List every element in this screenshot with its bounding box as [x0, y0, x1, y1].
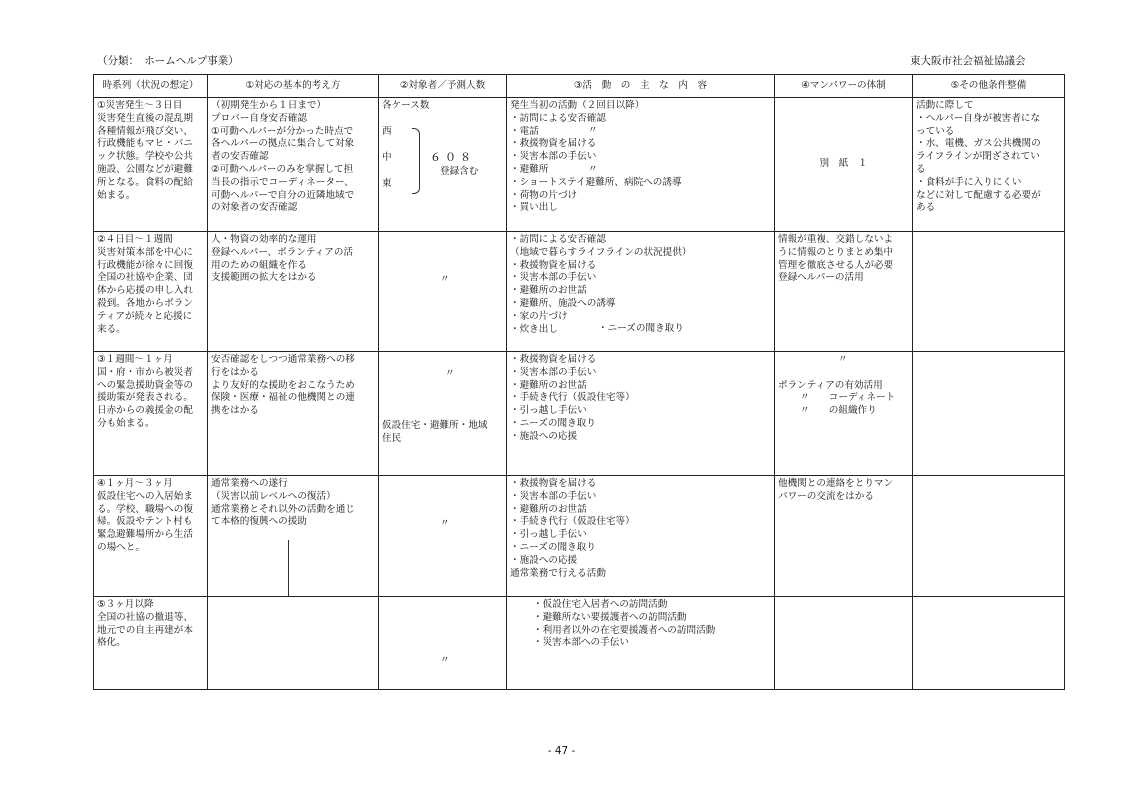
period-line: 援助策が発表される。 [97, 392, 193, 404]
column-header-activities: ③活 動 の 主 な 内 容 [507, 75, 775, 98]
activity-line: ・利用者以外の在宅要援護者への訪問活動 [533, 624, 716, 636]
manpower-line: うに情報のとりまとめ集中 [778, 246, 894, 258]
approach-cell [208, 476, 379, 597]
period-line: 地元での自主再建が本 [97, 624, 193, 636]
activity-line: ・災害本部の手伝い [510, 490, 597, 502]
manpower-line: 別 紙 １ [819, 158, 868, 170]
manpower-line: ボランティアの有効活用 [778, 379, 883, 391]
approach-line: （初期発生から１日まで） [211, 100, 327, 111]
period-line: ①災害発生～３日目 [97, 100, 183, 111]
period-line: 仮設住宅への入居始ま [97, 490, 193, 502]
activity-line: ・訪問による安否確認 [510, 112, 606, 124]
approach-line: 人・物資の効率的な運用 [211, 234, 317, 245]
disaster-response-table [93, 74, 1065, 690]
activity-line: ・引っ越し手伝い [510, 405, 587, 417]
activity-line: ・避難所、施設への誘導 [510, 297, 616, 309]
period-line: 緊急避難場所から生活 [97, 529, 193, 541]
manpower-cell [775, 476, 913, 597]
activities-cell [507, 98, 775, 232]
activity-line: ・避難所 [510, 163, 549, 175]
other-cell [913, 98, 1065, 232]
activity-line: 通常業務で行える活動 [510, 567, 606, 579]
activity-line: （地域で暮らすライフラインの状況提供） [510, 246, 692, 258]
activity-line: ・電話 [510, 125, 539, 137]
period-cell [94, 98, 208, 232]
target-cell [379, 476, 507, 597]
table-row [94, 352, 1065, 476]
other-cell [913, 597, 1065, 690]
period-line: ②４日目～１週間 [97, 234, 173, 245]
period-line: 帰。仮設やテント村も [97, 516, 193, 528]
classification-label: （分類： ホームヘルプ事業） [97, 55, 239, 67]
period-line: の場へと。 [97, 541, 145, 553]
case-count-note: 登録含む [440, 166, 479, 177]
activity-line: ・引っ越し手伝い [510, 529, 587, 541]
period-cell [94, 232, 208, 352]
approach-line: 当長の指示でコーディネーター、 [211, 176, 354, 188]
other-line: っている [916, 125, 955, 137]
approach-line: プロパー自身安否確認 [211, 112, 307, 124]
activity-line: ・家の片づけ [510, 310, 568, 322]
period-line: への緊急援助資金等の [97, 379, 193, 391]
approach-line: 用のための組織を作る [211, 259, 307, 271]
target-line: 住民 [382, 433, 402, 444]
period-line: 災害対策本部を中心に [97, 246, 193, 258]
activity-line: ・救援物資を届ける [510, 138, 597, 150]
approach-cell [208, 98, 379, 232]
ditto-mark: 〃 [588, 164, 598, 175]
period-line: 各種情報が飛び交い、 [97, 125, 193, 137]
ditto-mark: 〃 [440, 518, 450, 529]
activity-line: ・災害本部の手伝い [510, 151, 597, 163]
other-line: などに対して配慮する必要が [916, 189, 1041, 201]
activity-line: ・ショートステイ避難所、病院への誘導 [510, 176, 682, 188]
manpower-cell [775, 352, 913, 476]
period-line: 全国の社協や企業、団 [97, 272, 193, 284]
period-line: 所となる。食料の配給 [97, 176, 193, 188]
table-row [94, 232, 1065, 352]
ditto-mark: 〃 [838, 354, 848, 365]
period-line: 来る。 [97, 323, 126, 335]
approach-line: （災害以前レベルへの復活） [211, 490, 336, 502]
activity-line: ・避難所のお世話 [510, 503, 587, 515]
activity-line: ・救援物資を届ける [510, 478, 597, 489]
column-header-approach: ①対応の基本的考え方 [208, 75, 379, 98]
other-line: る [916, 163, 926, 175]
period-cell [94, 476, 208, 597]
other-line: ライフラインが閉ざされてい [916, 151, 1040, 163]
period-cell [94, 352, 208, 476]
ditto-mark: 〃 [445, 368, 455, 379]
approach-line: 通常業務とそれ以外の活動を通じ [211, 503, 355, 515]
activity-line: ・ニーズの聞き取り [598, 323, 684, 334]
period-line: る。学校、職場への復 [97, 503, 193, 515]
period-line: 施設、公園などが避難 [97, 163, 193, 175]
other-cell [913, 352, 1065, 476]
activity-line: ・訪問による安否確認 [510, 234, 606, 245]
activity-line: ・救援物資を届ける [510, 354, 597, 365]
period-line: 行政機能が徐々に回復 [97, 259, 193, 271]
period-line: 国・府・市から被災者 [97, 366, 193, 378]
approach-line: 通常業務への遂行 [211, 478, 288, 489]
manpower-line: 〃 コーディネート [800, 392, 896, 404]
activity-line: ・施設への応援 [510, 430, 578, 442]
activity-line: ・災害本部の手伝い [510, 366, 597, 378]
area-central: 中 [382, 152, 392, 163]
continuation-arrow [288, 540, 289, 597]
activity-line: ・買い出し [510, 202, 558, 214]
other-line: ・ヘルパー自身が被害者にな [916, 112, 1041, 124]
manpower-line: 〃 の組織作り [800, 405, 877, 417]
activity-line: 発生当初の活動（２回目以降） [510, 100, 645, 111]
period-line: ⑤３ヶ月以降 [97, 599, 154, 610]
activity-line: ・荷物の片づけ [510, 189, 578, 201]
target-cell [379, 597, 507, 690]
brace-bracket [412, 128, 420, 194]
activity-line: ・炊き出し [510, 323, 558, 335]
approach-cell [208, 232, 379, 352]
page-number: - 47 - [547, 745, 576, 757]
activity-line: ・施設への応援 [510, 554, 578, 566]
activity-line: ・ニーズの聞き取り [510, 541, 596, 553]
period-line: 行政機能もマヒ・パニ [97, 138, 193, 150]
table-header-row [94, 75, 1065, 98]
approach-line: の対象者の安否確認 [211, 202, 298, 214]
other-line: ある [916, 202, 936, 214]
activity-line: ・災害本部の手伝い [510, 272, 597, 284]
table-row [94, 476, 1065, 597]
period-line: 格化。 [97, 637, 126, 649]
approach-line: ①可動ヘルパーが分かった時点で [211, 125, 354, 137]
table-row [94, 98, 1065, 232]
period-line: 全国の社協の撤退等、 [97, 611, 193, 623]
activity-line: ・ニーズの聞き取り [510, 417, 596, 429]
activity-line: ・手続き代行（仮設住宅等） [510, 516, 635, 528]
manpower-line: 登録ヘルパーの活用 [778, 272, 864, 284]
period-line: ティアが続々と応援に [97, 310, 193, 322]
approach-line: 携をはかる [211, 405, 259, 417]
target-cell [379, 232, 507, 352]
other-cell [913, 476, 1065, 597]
activity-line: ・避難所のお世話 [510, 285, 587, 297]
period-line: 始まる。 [97, 189, 136, 201]
approach-line: ②可動ヘルパーのみを掌握して担 [211, 163, 354, 175]
period-line: ④１ヶ月～３ヶ月 [97, 478, 173, 489]
ditto-mark: 〃 [440, 274, 450, 285]
approach-line: 行をはかる [211, 366, 259, 378]
activity-line: ・避難所のお世話 [510, 379, 587, 391]
activities-cell [507, 597, 775, 690]
organization-name: 東大阪市社会福祉協議会 [910, 55, 1026, 67]
approach-line: 支援範囲の拡大をはかる [211, 272, 317, 284]
other-line: ・食料が手に入りにくい [916, 176, 1022, 188]
target-title: 各ケース数 [382, 100, 430, 111]
area-east: 東 [382, 178, 392, 189]
manpower-line: 管理を徹底させる人が必要 [778, 259, 894, 271]
ditto-mark: 〃 [588, 125, 598, 136]
period-cell [94, 597, 208, 690]
manpower-cell [775, 597, 913, 690]
approach-line: 保険・医療・福祉の他機関との連 [211, 392, 355, 404]
approach-cell [208, 352, 379, 476]
approach-cell [208, 597, 379, 690]
activities-cell [507, 476, 775, 597]
activity-line: ・災害本部への手伝い [533, 637, 629, 649]
activities-cell [507, 232, 775, 352]
period-line: 災害発生直後の混乱期 [97, 112, 193, 124]
period-line: 体から応援の申し入れ [97, 285, 193, 297]
manpower-line: パワーの交流をはかる [778, 490, 874, 502]
approach-line: て本格的復興への援助 [211, 516, 307, 528]
period-line: ック状態。学校や公共 [97, 151, 193, 163]
other-cell [913, 232, 1065, 352]
area-west: 西 [382, 126, 392, 137]
approach-line: より友好的な援助をおこなうため [211, 379, 355, 391]
target-cell [379, 98, 507, 232]
activities-cell [507, 352, 775, 476]
target-line: 仮設住宅・避難所・地域 [382, 420, 488, 431]
manpower-line: 他機関との連絡をとりマン [778, 478, 894, 489]
period-line: 日赤からの義援金の配 [97, 405, 193, 417]
case-count: ６０８ [430, 151, 475, 164]
period-line: 分も始まる。 [97, 417, 155, 429]
other-line: ・水、電機、ガス公共機関の [916, 138, 1041, 150]
ditto-mark: 〃 [440, 655, 450, 666]
manpower-cell [775, 98, 913, 232]
approach-line: 安否確認をしつつ通常業務への移 [211, 354, 355, 365]
activity-line: ・救援物資を届ける [510, 259, 597, 271]
manpower-cell [775, 232, 913, 352]
approach-line: 登録ヘルパー、ボランティアの活 [211, 246, 354, 258]
column-header-other: ⑤その他条件整備 [913, 75, 1065, 98]
approach-line: 可動ヘルパーで自分の近隣地域で [211, 189, 355, 201]
other-line: 活動に際して [916, 100, 974, 111]
column-header-target: ②対象者／予測人数 [379, 75, 507, 98]
activity-line: ・避難所ない要援護者への訪問活動 [533, 611, 687, 623]
activity-line: ・手続き代行（仮設住宅等） [510, 392, 635, 404]
column-header-manpower: ④マンパワーの体制 [775, 75, 913, 98]
target-cell [379, 352, 507, 476]
activity-line: ・仮設住宅入居者への訪問活動 [533, 599, 668, 610]
period-line: 殺到。各地からボラン [97, 297, 193, 309]
manpower-line: 情報が重複、交錯しないよ [778, 234, 894, 245]
approach-line: 者の安否確認 [211, 151, 269, 163]
table-row [94, 597, 1065, 690]
approach-line: 各ヘルパーの拠点に集合して対象 [211, 138, 355, 150]
period-line: ③１週間～１ヶ月 [97, 354, 173, 365]
column-header-timeline: 時系列（状況の想定） [94, 75, 208, 98]
